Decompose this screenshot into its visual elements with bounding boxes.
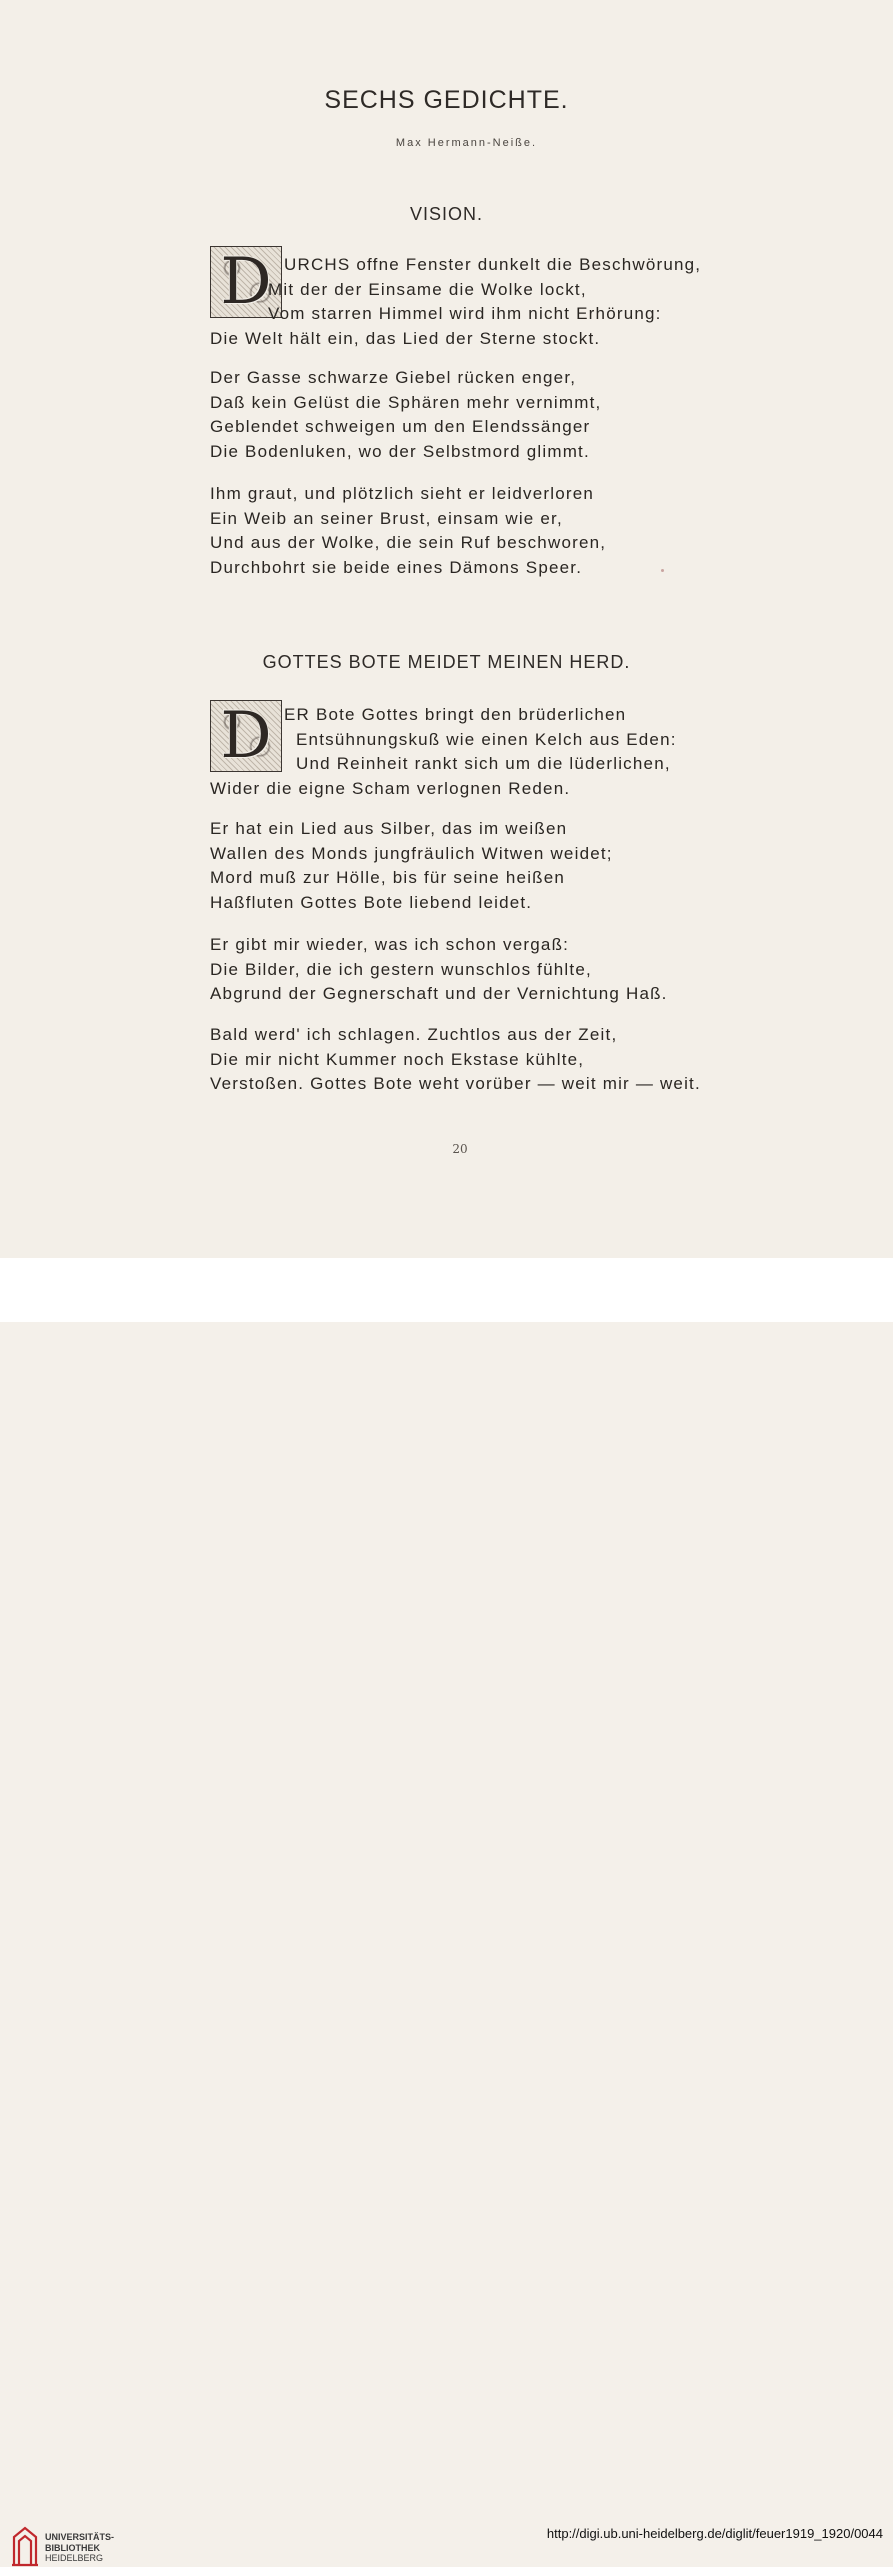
poem-line: Wider die eigne Scham verlognen Reden. bbox=[210, 778, 571, 798]
poem-line: Die mir nicht Kummer noch Ekstase kühlte, bbox=[210, 1049, 585, 1069]
stanza bbox=[210, 253, 730, 351]
poem-line: Ihm graut, und plötzlich sieht er leidverloren bbox=[210, 484, 595, 503]
poem-line: Daß kein Gelüst die Sphären mehr vernimmt, bbox=[210, 392, 602, 412]
poem-line: Haßfluten Gottes Bote liebend leidet. bbox=[210, 892, 533, 912]
poem-line: Wallen des Monds jungfräulich Witwen weidet; bbox=[210, 843, 613, 863]
author-name: Max Hermann-Neiße. bbox=[395, 137, 538, 149]
poem-line: Mord muß zur Hölle, bis für seine heißen bbox=[210, 868, 566, 887]
poem-line: Die Welt hält ein, das Lied der Sterne stockt. bbox=[210, 328, 601, 348]
stanza bbox=[210, 366, 730, 464]
poem-line: Bald werd' ich schlagen. Zuchtlos aus der Zeit, bbox=[210, 1025, 618, 1044]
poem-line: Die Bodenluken, wo der Selbstmord glimmt. bbox=[210, 441, 590, 461]
poem-line: Er hat ein Lied aus Silber, das im weißen bbox=[210, 819, 568, 838]
ink-speck bbox=[661, 569, 664, 572]
poem-line: Vom starren Himmel wird ihm nicht Erhörung: bbox=[268, 304, 662, 323]
scanned-page bbox=[0, 0, 893, 1258]
stanza bbox=[210, 817, 730, 915]
stanza bbox=[210, 933, 730, 1007]
footer-bar bbox=[0, 1258, 893, 2563]
poem-line: URCHS offne Fenster dunkelt die Beschwörung, bbox=[284, 255, 702, 274]
poem-line: Die Bilder, die ich gestern wunschlos fühlte, bbox=[210, 959, 592, 979]
poem-line: Und Reinheit rankt sich um die lüderlichen, bbox=[296, 754, 671, 773]
poem-line: ER Bote Gottes bringt den brüderlichen bbox=[284, 705, 627, 724]
page-number: 20 bbox=[452, 1142, 468, 1156]
poem-line: Und aus der Wolke, die sein Ruf beschworen, bbox=[210, 533, 607, 552]
stanza bbox=[210, 1023, 730, 1097]
poem-line: Geblendet schweigen um den Elendssänger bbox=[210, 417, 591, 436]
poem-line: Verstoßen. Gottes Bote weht vorüber — weit mir — weit. bbox=[210, 1074, 701, 1093]
ornamental-initial-d: D bbox=[210, 700, 282, 772]
poem-line: Ein Weib an seiner Brust, einsam wie er, bbox=[210, 508, 563, 528]
stanza bbox=[210, 703, 730, 801]
poem-line: Entsühnungskuß wie einen Kelch aus Eden: bbox=[296, 729, 677, 749]
poem-title-vision: VISION. bbox=[409, 204, 483, 224]
poem-line: Durchbohrt sie beide eines Dämons Speer. bbox=[210, 557, 583, 577]
page-title: SECHS GEDICHTE. bbox=[324, 86, 569, 114]
poem-line: Er gibt mir wieder, was ich schon vergaß: bbox=[210, 935, 570, 954]
poem-line: Der Gasse schwarze Giebel rücken enger, bbox=[210, 368, 577, 387]
poem-line: Mit der der Einsame die Wolke lockt, bbox=[268, 279, 587, 299]
library-name: UNIVERSITÄTS- BIBLIOTHEK HEIDELBERG bbox=[45, 2532, 115, 2563]
library-logo-icon bbox=[10, 2525, 40, 2567]
stanza bbox=[210, 482, 730, 580]
poem-title-gottes-bote: GOTTES BOTE MEIDET MEINEN HERD. bbox=[262, 652, 631, 672]
poem-line: Abgrund der Gegnerschaft und der Vernichtung Haß. bbox=[210, 984, 668, 1003]
source-url-link[interactable]: http://digi.ub.uni-heidelberg.de/diglit/feuer1919_1920/0044 bbox=[546, 2526, 883, 2541]
ornamental-initial-d: D bbox=[210, 246, 282, 318]
